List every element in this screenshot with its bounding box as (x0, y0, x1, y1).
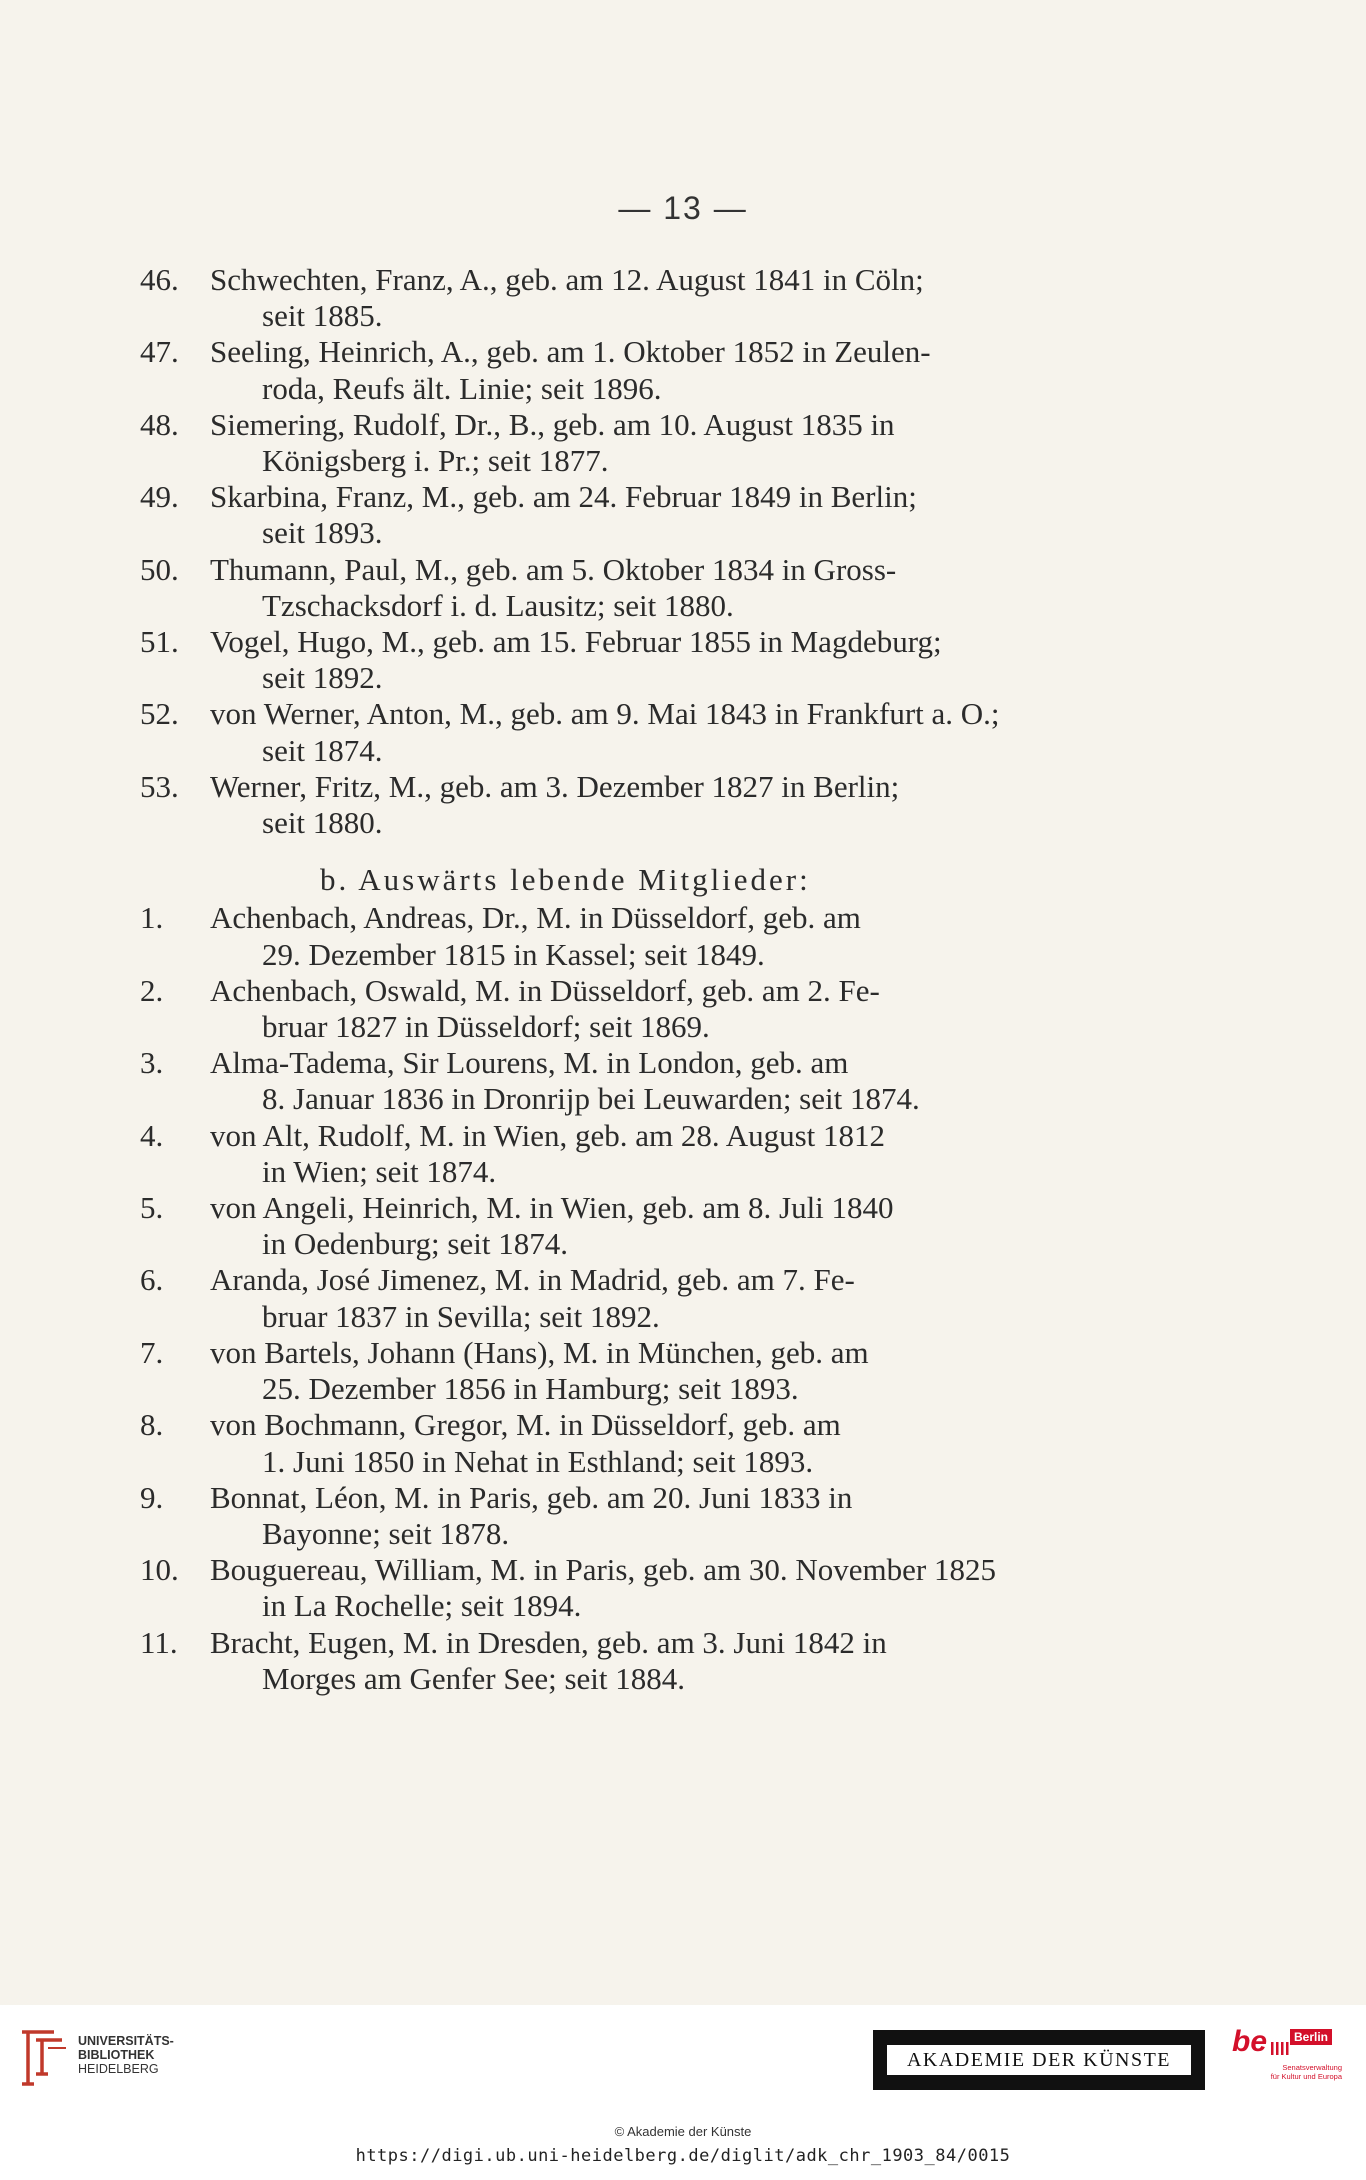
entry-line-1: Aranda, José Jimenez, M. in Madrid, geb. am 7. Fe- (210, 1262, 855, 1298)
entry-line-1: Alma-Tadema, Sir Lourens, M. in London, geb. am (210, 1045, 849, 1081)
copyright-notice: © Akademie der Künste (614, 2124, 752, 2139)
entry-number: 50. (140, 551, 179, 587)
list-item (140, 1335, 1060, 1407)
list-item (140, 1045, 1060, 1117)
entry-number: 4. (140, 1117, 164, 1153)
list-item (140, 1552, 1060, 1624)
entry-number: 9. (140, 1479, 164, 1515)
local-members-list (140, 262, 1060, 841)
entry-line-1: Vogel, Hugo, M., geb. am 15. Februar 1855 in Magdeburg; (210, 624, 942, 660)
entry-line-2: 8. Januar 1836 in Dronrijp bei Leuwarden; seit 1874. (262, 1081, 920, 1117)
list-item (140, 1480, 1060, 1552)
entry-line-2: Morges am Genfer See; seit 1884. (262, 1660, 685, 1696)
entry-line-2: 29. Dezember 1815 in Kassel; seit 1849. (262, 936, 765, 972)
permalink-url[interactable]: https://digi.ub.uni-heidelberg.de/diglit/adk_chr_1903_84/0015 (355, 2146, 1011, 2166)
entry-line-1: von Alt, Rudolf, M. in Wien, geb. am 28. August 1812 (210, 1117, 886, 1153)
berlin-bars-icon (1270, 2036, 1290, 2056)
list-item (140, 1407, 1060, 1479)
entry-number: 48. (140, 406, 179, 442)
entry-line-1: Schwechten, Franz, A., geb. am 12. August 1841 in Cöln; (210, 262, 924, 297)
list-item (140, 1625, 1060, 1697)
list-item (140, 1118, 1060, 1190)
entry-line-2: seit 1885. (262, 298, 383, 334)
entry-number: 47. (140, 334, 179, 370)
entry-line-1: Bracht, Eugen, M. in Dresden, geb. am 3. Juni 1842 in (210, 1624, 887, 1660)
entry-number: 8. (140, 1407, 164, 1443)
university-library-logo[interactable] (14, 2028, 174, 2088)
entry-line-1: Thumann, Paul, M., geb. am 5. Oktober 1834 in Gross- (210, 551, 897, 587)
entry-line-1: Skarbina, Franz, M., geb. am 24. Februar 1849 in Berlin; (210, 479, 917, 515)
entry-line-1: Siemering, Rudolf, Dr., B., geb. am 10. August 1835 in (210, 406, 895, 442)
entry-line-2: Bayonne; seit 1878. (262, 1515, 510, 1551)
list-item (140, 1190, 1060, 1262)
entry-number: 52. (140, 696, 179, 732)
list-item (140, 900, 1060, 972)
entry-line-2: seit 1892. (262, 660, 383, 696)
library-name (78, 2034, 174, 2076)
entry-number: 53. (140, 768, 179, 804)
list-item (140, 334, 1060, 406)
abroad-members-list (140, 900, 1060, 1696)
entry-line-2: Tzschacksdorf i. d. Lausitz; seit 1880. (262, 587, 734, 623)
entry-number: 49. (140, 479, 179, 515)
entry-line-2: seit 1880. (262, 805, 383, 841)
library-name-line3: HEIDELBERG (78, 2062, 159, 2076)
entry-line-1: Werner, Fritz, M., geb. am 3. Dezember 1827 in Berlin; (210, 768, 900, 804)
entry-line-2: seit 1893. (262, 515, 383, 551)
entry-line-2: bruar 1837 in Sevilla; seit 1892. (262, 1298, 660, 1334)
list-item (140, 262, 1060, 334)
entry-line-2: seit 1874. (262, 732, 383, 768)
akademie-logo[interactable] (873, 2030, 1205, 2090)
entry-number: 7. (140, 1334, 164, 1370)
entry-line-2: in Wien; seit 1874. (262, 1153, 497, 1189)
entry-number: 10. (140, 1552, 179, 1588)
entry-line-1: von Werner, Anton, M., geb. am 9. Mai 1843 in Frankfurt a. O.; (210, 696, 1000, 732)
entry-number: 46. (140, 262, 179, 297)
entry-line-1: von Bartels, Johann (Hans), M. in München, geb. am (210, 1334, 869, 1370)
entry-line-1: von Bochmann, Gregor, M. in Düsseldorf, geb. am (210, 1407, 841, 1443)
entry-number: 2. (140, 972, 164, 1008)
list-item (140, 407, 1060, 479)
section-heading: b. Auswärts lebende Mitglieder: (320, 862, 811, 898)
berlin-senate-line2: für Kultur und Europa (1270, 2072, 1342, 2081)
entry-line-1: von Angeli, Heinrich, M. in Wien, geb. am 8. Juli 1840 (210, 1190, 894, 1226)
list-item (140, 624, 1060, 696)
entry-line-1: Achenbach, Oswald, M. in Düsseldorf, geb. am 2. Fe- (210, 972, 880, 1008)
entry-line-2: 25. Dezember 1856 in Hamburg; seit 1893. (262, 1371, 799, 1407)
list-item (140, 696, 1060, 768)
entry-line-2: roda, Reufs ält. Linie; seit 1896. (262, 370, 662, 406)
list-item (140, 1262, 1060, 1334)
akademie-label: AKADEMIE DER KÜNSTE (887, 2045, 1191, 2075)
entry-line-1: Bonnat, Léon, M. in Paris, geb. am 20. Juni 1833 in (210, 1479, 853, 1515)
library-emblem-icon (14, 2028, 70, 2088)
library-name-line1: UNIVERSITÄTS- (78, 2034, 174, 2048)
entry-number: 11. (140, 1624, 178, 1660)
berlin-senate-text (1262, 2063, 1342, 2081)
page-number: — 13 — (618, 190, 748, 226)
list-item (140, 552, 1060, 624)
list-item (140, 973, 1060, 1045)
berlin-be-mark: be (1232, 2025, 1268, 2058)
entry-number: 3. (140, 1045, 164, 1081)
entry-number: 6. (140, 1262, 164, 1298)
berlin-tag: Berlin (1290, 2029, 1332, 2045)
entry-number: 51. (140, 624, 179, 660)
entry-line-2: bruar 1827 in Düsseldorf; seit 1869. (262, 1009, 710, 1045)
berlin-senate-logo[interactable] (1232, 2026, 1344, 2086)
entry-line-1: Bouguereau, William, M. in Paris, geb. am 30. November 1825 (210, 1552, 996, 1588)
entry-number: 5. (140, 1190, 164, 1226)
entry-line-2: Königsberg i. Pr.; seit 1877. (262, 443, 609, 479)
entry-number: 1. (140, 900, 164, 936)
list-item (140, 769, 1060, 841)
entry-line-2: 1. Juni 1850 in Nehat in Esthland; seit 1893. (262, 1443, 814, 1479)
list-item (140, 479, 1060, 551)
entry-line-2: in La Rochelle; seit 1894. (262, 1588, 582, 1624)
library-name-line2: BIBLIOTHEK (78, 2048, 155, 2062)
member-list (140, 262, 1060, 1697)
entry-line-2: in Oedenburg; seit 1874. (262, 1226, 568, 1262)
entry-line-1: Achenbach, Andreas, Dr., M. in Düsseldorf, geb. am (210, 900, 861, 936)
entry-line-1: Seeling, Heinrich, A., geb. am 1. Oktober 1852 in Zeulen- (210, 334, 931, 370)
berlin-senate-line1: Senatsverwaltung (1282, 2063, 1342, 2072)
